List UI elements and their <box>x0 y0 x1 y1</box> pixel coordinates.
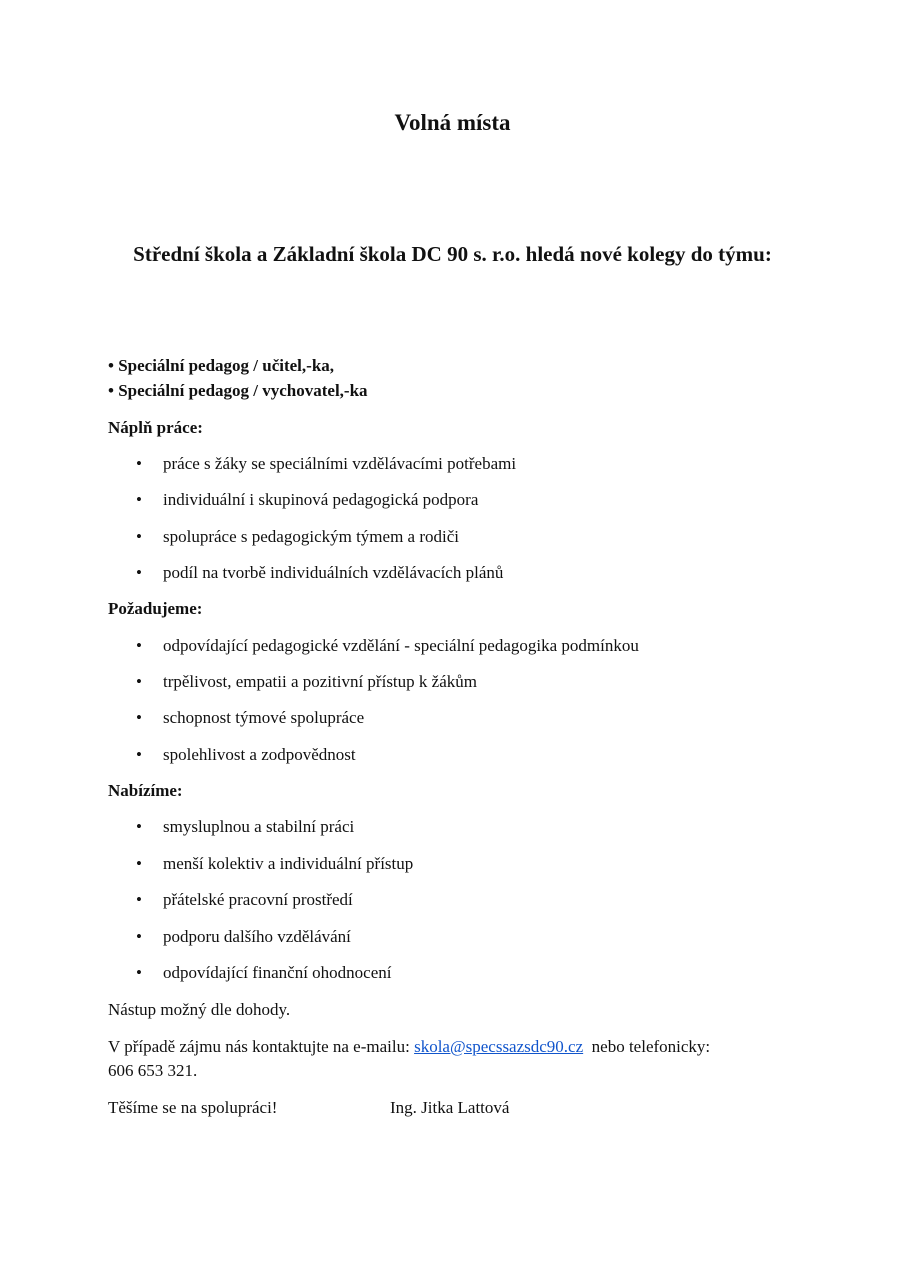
bullet-icon: • <box>136 454 142 473</box>
contact-suffix: nebo telefonicky: <box>583 1037 711 1056</box>
list-item-text: podporu dalšího vzdělávání <box>163 927 351 946</box>
bullet-icon: • <box>136 636 142 655</box>
bullet-icon: • <box>136 927 142 946</box>
section-heading-requirements: Požadujeme: <box>108 599 203 618</box>
closing-text: Těšíme se na spolupráci! <box>108 1098 278 1117</box>
list-item-text: spolehlivost a zodpovědnost <box>163 745 356 764</box>
section-heading-duties: Náplň práce: <box>108 418 203 437</box>
email-link[interactable]: skola@specssazsdc90.cz <box>414 1037 584 1056</box>
list-item-text: trpělivost, empatii a pozitivní přístup k žákům <box>163 672 477 691</box>
start-date-note: Nástup možný dle dohody. <box>108 1000 291 1019</box>
bullet-icon: • <box>136 963 142 982</box>
bullet-icon: • <box>136 817 142 836</box>
bullet-icon: • <box>136 563 142 582</box>
list-item-text: menší kolektiv a individuální přístup <box>163 854 414 873</box>
list-item-text: práce s žáky se speciálními vzdělávacími potřebami <box>163 454 517 473</box>
position-1: • Speciální pedagog / učitel,-ka, <box>108 356 335 375</box>
page-subtitle: Střední škola a Základní škola DC 90 s. r.o. hledá nové kolegy do týmu: <box>133 242 772 266</box>
contact-prefix: V případě zájmu nás kontaktujte na e-mailu: <box>108 1037 415 1056</box>
page-title: Volná místa <box>394 110 511 135</box>
list-item-text: přátelské pracovní prostředí <box>163 890 353 909</box>
list-item-text: schopnost týmové spolupráce <box>163 708 365 727</box>
bullet-icon: • <box>136 890 142 909</box>
bullet-icon: • <box>136 708 142 727</box>
list-item-text: individuální i skupinová pedagogická podpora <box>163 490 479 509</box>
bullet-icon: • <box>136 745 142 764</box>
position-2: • Speciální pedagog / vychovatel,-ka <box>108 381 368 400</box>
list-item-text: spolupráce s pedagogickým týmem a rodiči <box>163 527 459 546</box>
list-item-text: podíl na tvorbě individuálních vzdělávacích plánů <box>163 563 504 582</box>
bullet-icon: • <box>136 672 142 691</box>
section-heading-offer: Nabízíme: <box>108 781 183 800</box>
bullet-icon: • <box>136 490 142 509</box>
contact-line <box>108 1036 710 1058</box>
list-item-text: smysluplnou a stabilní práci <box>163 817 355 836</box>
phone-number: 606 653 321. <box>108 1061 198 1080</box>
list-item-text: odpovídající finanční ohodnocení <box>163 963 392 982</box>
bullet-icon: • <box>136 854 142 873</box>
signature: Ing. Jitka Lattová <box>390 1098 510 1117</box>
list-item-text: odpovídající pedagogické vzdělání - speciální pedagogika podmínkou <box>163 636 639 655</box>
bullet-icon: • <box>136 527 142 546</box>
